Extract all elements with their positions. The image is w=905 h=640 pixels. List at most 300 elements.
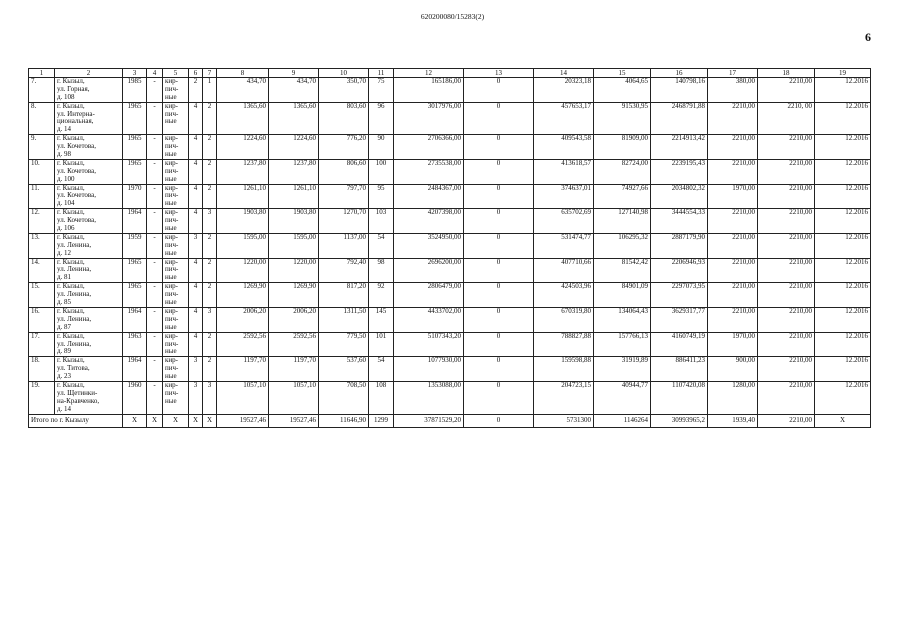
- col-19-cell: 12.2016: [815, 233, 871, 258]
- col-7-cell: 2: [203, 233, 217, 258]
- col-16-cell: 2206946,93: [651, 258, 708, 283]
- col-17-cell: 2210,00: [708, 307, 758, 332]
- table-row: [29, 209, 871, 234]
- total-col-16-cell: 30993965,2: [651, 414, 708, 427]
- col-9-cell: 1057,10: [269, 381, 319, 414]
- col-7-cell: 3: [203, 307, 217, 332]
- col-10-cell: 776,20: [319, 135, 369, 160]
- col-11-cell: 90: [369, 135, 394, 160]
- total-col-5-cell: X: [163, 414, 189, 427]
- row-number-cell: 9.: [29, 135, 55, 160]
- col-10-cell: 1137,00: [319, 233, 369, 258]
- address-cell: г. Кызыл, ул. Кочетова, д. 104: [55, 184, 123, 209]
- address-cell: г. Кызыл, ул. Горная, д. 108: [55, 78, 123, 103]
- total-col-9-cell: 19527,46: [269, 414, 319, 427]
- year-cell: 1970: [123, 184, 147, 209]
- col-12-cell: 3017976,00: [394, 102, 464, 135]
- table-row: [29, 233, 871, 258]
- total-col-12-cell: 37871529,20: [394, 414, 464, 427]
- col-18-cell: 2210,00: [758, 332, 815, 357]
- column-number-5: 5: [163, 69, 189, 78]
- address-cell: г. Кызыл, ул. Ленина, д. 89: [55, 332, 123, 357]
- col-17-cell: 1280,00: [708, 381, 758, 414]
- wall-material-cell: кир- пич- ные: [163, 332, 189, 357]
- col-14-cell: 374637,01: [534, 184, 594, 209]
- col-11-cell: 101: [369, 332, 394, 357]
- col-8-cell: 434,70: [217, 78, 269, 103]
- col-12-cell: 4433702,00: [394, 307, 464, 332]
- col-12-cell: 2735538,00: [394, 159, 464, 184]
- column-number-row: [29, 69, 871, 78]
- col-8-cell: 1224,60: [217, 135, 269, 160]
- col-6-cell: 4: [189, 209, 203, 234]
- col-9-cell: 1595,00: [269, 233, 319, 258]
- col-10-cell: 350,70: [319, 78, 369, 103]
- col-8-cell: 1903,80: [217, 209, 269, 234]
- col-15-cell: 81909,00: [594, 135, 651, 160]
- col-9-cell: 2006,20: [269, 307, 319, 332]
- col-10-cell: 792,40: [319, 258, 369, 283]
- col-6-cell: 4: [189, 258, 203, 283]
- col-8-cell: 2006,20: [217, 307, 269, 332]
- col-11-cell: 96: [369, 102, 394, 135]
- col-10-cell: 708,50: [319, 381, 369, 414]
- year-cell: 1959: [123, 233, 147, 258]
- column-number-19: 19: [815, 69, 871, 78]
- col-6-cell: 3: [189, 357, 203, 382]
- col-7-cell: 2: [203, 283, 217, 308]
- col-17-cell: 2210,00: [708, 209, 758, 234]
- col-11-cell: 145: [369, 307, 394, 332]
- col-19-cell: 12.2016: [815, 283, 871, 308]
- col-8-cell: 1365,60: [217, 102, 269, 135]
- col-19-cell: 12.2016: [815, 332, 871, 357]
- col-15-cell: 84901,09: [594, 283, 651, 308]
- total-col-7-cell: X: [203, 414, 217, 427]
- col-12-cell: 4207398,00: [394, 209, 464, 234]
- table-row: [29, 283, 871, 308]
- total-col-11-cell: 1299: [369, 414, 394, 427]
- col-11-cell: 103: [369, 209, 394, 234]
- col-9-cell: 434,70: [269, 78, 319, 103]
- col-14-cell: 670319,80: [534, 307, 594, 332]
- total-col-19-cell: X: [815, 414, 871, 427]
- col-16-cell: 2034802,32: [651, 184, 708, 209]
- col-18-cell: 2210,00: [758, 307, 815, 332]
- table-row: [29, 135, 871, 160]
- col-10-cell: 817,20: [319, 283, 369, 308]
- col-4-cell: -: [147, 332, 163, 357]
- column-number-17: 17: [708, 69, 758, 78]
- col-15-cell: 40944,77: [594, 381, 651, 414]
- col-18-cell: 2210,00: [758, 78, 815, 103]
- year-cell: 1965: [123, 102, 147, 135]
- col-14-cell: 457653,17: [534, 102, 594, 135]
- col-7-cell: 2: [203, 184, 217, 209]
- col-4-cell: -: [147, 159, 163, 184]
- col-13-cell: 0: [464, 135, 534, 160]
- col-12-cell: 2484367,00: [394, 184, 464, 209]
- col-6-cell: 4: [189, 159, 203, 184]
- col-4-cell: -: [147, 307, 163, 332]
- col-18-cell: 2210,00: [758, 184, 815, 209]
- col-8-cell: 1261,10: [217, 184, 269, 209]
- col-13-cell: 0: [464, 184, 534, 209]
- col-4-cell: -: [147, 381, 163, 414]
- col-17-cell: 1970,00: [708, 332, 758, 357]
- col-18-cell: 2210,00: [758, 357, 815, 382]
- col-4-cell: -: [147, 258, 163, 283]
- col-19-cell: 12.2016: [815, 78, 871, 103]
- column-number-10: 10: [319, 69, 369, 78]
- address-cell: г. Кызыл, ул. Интерна- циональная, д. 14: [55, 102, 123, 135]
- col-10-cell: 1270,70: [319, 209, 369, 234]
- col-14-cell: 531474,77: [534, 233, 594, 258]
- total-col-18-cell: 2210,00: [758, 414, 815, 427]
- row-number-cell: 10.: [29, 159, 55, 184]
- row-number-cell: 18.: [29, 357, 55, 382]
- col-19-cell: 12.2016: [815, 184, 871, 209]
- wall-material-cell: кир- пич- ные: [163, 381, 189, 414]
- col-19-cell: 12.2016: [815, 102, 871, 135]
- col-8-cell: 1197,70: [217, 357, 269, 382]
- column-number-2: 2: [55, 69, 123, 78]
- col-14-cell: 788827,88: [534, 332, 594, 357]
- col-16-cell: 3444554,33: [651, 209, 708, 234]
- wall-material-cell: кир- пич- ные: [163, 135, 189, 160]
- col-6-cell: 4: [189, 332, 203, 357]
- col-11-cell: 98: [369, 258, 394, 283]
- wall-material-cell: кир- пич- ные: [163, 184, 189, 209]
- col-17-cell: 2210,00: [708, 102, 758, 135]
- row-number-cell: 17.: [29, 332, 55, 357]
- wall-material-cell: кир- пич- ные: [163, 357, 189, 382]
- col-13-cell: 0: [464, 102, 534, 135]
- col-6-cell: 3: [189, 233, 203, 258]
- col-15-cell: 157766,13: [594, 332, 651, 357]
- address-cell: г. Кызыл, ул. Щетинки- на-Кравченко, д. 14: [55, 381, 123, 414]
- col-15-cell: 127140,98: [594, 209, 651, 234]
- table-row: [29, 102, 871, 135]
- document-id: 620200080/15283(2): [420, 12, 485, 21]
- col-17-cell: 2210,00: [708, 135, 758, 160]
- col-9-cell: 1224,60: [269, 135, 319, 160]
- col-4-cell: -: [147, 102, 163, 135]
- col-18-cell: 2210,00: [758, 258, 815, 283]
- col-4-cell: -: [147, 209, 163, 234]
- column-number-1: 1: [29, 69, 55, 78]
- col-7-cell: 2: [203, 102, 217, 135]
- total-col-8-cell: 19527,46: [217, 414, 269, 427]
- col-12-cell: 165186,00: [394, 78, 464, 103]
- row-number-cell: 8.: [29, 102, 55, 135]
- col-7-cell: 3: [203, 209, 217, 234]
- column-number-4: 4: [147, 69, 163, 78]
- col-18-cell: 2210,00: [758, 209, 815, 234]
- col-17-cell: 2210,00: [708, 258, 758, 283]
- col-17-cell: 2210,00: [708, 283, 758, 308]
- table-row: [29, 159, 871, 184]
- col-9-cell: 1237,80: [269, 159, 319, 184]
- table-body: [29, 78, 871, 428]
- col-14-cell: 413618,57: [534, 159, 594, 184]
- col-10-cell: 806,60: [319, 159, 369, 184]
- page-number: 6: [865, 30, 871, 44]
- year-cell: 1965: [123, 159, 147, 184]
- col-8-cell: 2592,56: [217, 332, 269, 357]
- col-9-cell: 1197,70: [269, 357, 319, 382]
- col-14-cell: 407710,66: [534, 258, 594, 283]
- col-11-cell: 54: [369, 357, 394, 382]
- total-col-13-cell: 0: [464, 414, 534, 427]
- col-12-cell: 2696200,00: [394, 258, 464, 283]
- col-19-cell: 12.2016: [815, 159, 871, 184]
- col-19-cell: 12.2016: [815, 258, 871, 283]
- address-cell: г. Кызыл, ул. Кочетова, д. 106: [55, 209, 123, 234]
- col-6-cell: 2: [189, 78, 203, 103]
- total-col-10-cell: 11646,90: [319, 414, 369, 427]
- wall-material-cell: кир- пич- ные: [163, 159, 189, 184]
- year-cell: 1985: [123, 78, 147, 103]
- col-18-cell: 2210,00: [758, 135, 815, 160]
- year-cell: 1965: [123, 135, 147, 160]
- column-number-14: 14: [534, 69, 594, 78]
- address-cell: г. Кызыл, ул. Кочетова, д. 100: [55, 159, 123, 184]
- col-14-cell: 20323,18: [534, 78, 594, 103]
- total-col-6-cell: X: [189, 414, 203, 427]
- col-16-cell: 4160749,19: [651, 332, 708, 357]
- year-cell: 1963: [123, 332, 147, 357]
- row-number-cell: 13.: [29, 233, 55, 258]
- col-6-cell: 4: [189, 283, 203, 308]
- col-11-cell: 75: [369, 78, 394, 103]
- col-8-cell: 1269,90: [217, 283, 269, 308]
- wall-material-cell: кир- пич- ные: [163, 78, 189, 103]
- total-row: [29, 414, 871, 427]
- col-13-cell: 0: [464, 283, 534, 308]
- col-18-cell: 2210,00: [758, 283, 815, 308]
- year-cell: 1965: [123, 258, 147, 283]
- col-4-cell: -: [147, 283, 163, 308]
- col-11-cell: 54: [369, 233, 394, 258]
- col-13-cell: 0: [464, 78, 534, 103]
- col-17-cell: 380,00: [708, 78, 758, 103]
- col-13-cell: 0: [464, 332, 534, 357]
- col-4-cell: -: [147, 78, 163, 103]
- col-16-cell: 2468791,88: [651, 102, 708, 135]
- col-15-cell: 134064,43: [594, 307, 651, 332]
- address-cell: г. Кызыл, ул. Ленина, д. 87: [55, 307, 123, 332]
- column-number-11: 11: [369, 69, 394, 78]
- row-number-cell: 19.: [29, 381, 55, 414]
- total-col-17-cell: 1939,40: [708, 414, 758, 427]
- col-6-cell: 3: [189, 381, 203, 414]
- col-16-cell: 1107420,08: [651, 381, 708, 414]
- table-row: [29, 258, 871, 283]
- col-12-cell: 1077930,00: [394, 357, 464, 382]
- col-15-cell: 91530,95: [594, 102, 651, 135]
- col-9-cell: 1220,00: [269, 258, 319, 283]
- col-19-cell: 12.2016: [815, 135, 871, 160]
- col-16-cell: 140798,16: [651, 78, 708, 103]
- wall-material-cell: кир- пич- ные: [163, 307, 189, 332]
- col-18-cell: 2210,00: [758, 233, 815, 258]
- col-18-cell: 2210, 00: [758, 102, 815, 135]
- col-15-cell: 82724,00: [594, 159, 651, 184]
- col-8-cell: 1220,00: [217, 258, 269, 283]
- col-12-cell: 2706366,00: [394, 135, 464, 160]
- col-7-cell: 3: [203, 381, 217, 414]
- column-number-18: 18: [758, 69, 815, 78]
- wall-material-cell: кир- пич- ные: [163, 283, 189, 308]
- table-row: [29, 307, 871, 332]
- column-number-6: 6: [189, 69, 203, 78]
- total-col-3-cell: X: [123, 414, 147, 427]
- col-10-cell: 797,70: [319, 184, 369, 209]
- col-19-cell: 12.2016: [815, 381, 871, 414]
- col-19-cell: 12.2016: [815, 357, 871, 382]
- address-cell: г. Кызыл, ул. Титова, д. 23: [55, 357, 123, 382]
- year-cell: 1964: [123, 209, 147, 234]
- row-number-cell: 7.: [29, 78, 55, 103]
- year-cell: 1964: [123, 307, 147, 332]
- col-11-cell: 95: [369, 184, 394, 209]
- col-15-cell: 31919,89: [594, 357, 651, 382]
- col-17-cell: 2210,00: [708, 233, 758, 258]
- col-18-cell: 2210,00: [758, 159, 815, 184]
- col-13-cell: 0: [464, 233, 534, 258]
- col-14-cell: 409543,58: [534, 135, 594, 160]
- row-number-cell: 14.: [29, 258, 55, 283]
- col-16-cell: 2239195,43: [651, 159, 708, 184]
- column-number-9: 9: [269, 69, 319, 78]
- col-7-cell: 1: [203, 78, 217, 103]
- col-7-cell: 2: [203, 135, 217, 160]
- col-11-cell: 108: [369, 381, 394, 414]
- address-cell: г. Кызыл, ул. Кочетова, д. 98: [55, 135, 123, 160]
- col-9-cell: 1903,80: [269, 209, 319, 234]
- col-17-cell: 900,00: [708, 357, 758, 382]
- col-4-cell: -: [147, 233, 163, 258]
- col-14-cell: 635702,69: [534, 209, 594, 234]
- col-17-cell: 2210,00: [708, 159, 758, 184]
- col-13-cell: 0: [464, 209, 534, 234]
- col-11-cell: 100: [369, 159, 394, 184]
- col-9-cell: 2592,56: [269, 332, 319, 357]
- col-13-cell: 0: [464, 307, 534, 332]
- col-18-cell: 2210,00: [758, 381, 815, 414]
- col-8-cell: 1595,00: [217, 233, 269, 258]
- table-row: [29, 78, 871, 103]
- address-cell: г. Кызыл, ул. Ленина, д. 12: [55, 233, 123, 258]
- row-number-cell: 11.: [29, 184, 55, 209]
- col-12-cell: 3524950,00: [394, 233, 464, 258]
- col-14-cell: 204723,15: [534, 381, 594, 414]
- col-19-cell: 12.2016: [815, 307, 871, 332]
- col-13-cell: 0: [464, 357, 534, 382]
- col-16-cell: 2214913,42: [651, 135, 708, 160]
- col-6-cell: 4: [189, 184, 203, 209]
- col-9-cell: 1269,90: [269, 283, 319, 308]
- col-10-cell: 1311,50: [319, 307, 369, 332]
- column-number-8: 8: [217, 69, 269, 78]
- col-12-cell: 5107343,20: [394, 332, 464, 357]
- col-10-cell: 803,60: [319, 102, 369, 135]
- table-row: [29, 381, 871, 414]
- year-cell: 1964: [123, 357, 147, 382]
- column-number-3: 3: [123, 69, 147, 78]
- col-13-cell: 0: [464, 258, 534, 283]
- col-16-cell: 886411,23: [651, 357, 708, 382]
- year-cell: 1960: [123, 381, 147, 414]
- col-6-cell: 4: [189, 135, 203, 160]
- col-13-cell: 0: [464, 381, 534, 414]
- table-row: [29, 184, 871, 209]
- column-number-12: 12: [394, 69, 464, 78]
- col-7-cell: 2: [203, 332, 217, 357]
- column-number-7: 7: [203, 69, 217, 78]
- col-4-cell: -: [147, 135, 163, 160]
- col-14-cell: 424503,96: [534, 283, 594, 308]
- col-10-cell: 779,50: [319, 332, 369, 357]
- col-4-cell: -: [147, 184, 163, 209]
- total-col-15-cell: 1146264: [594, 414, 651, 427]
- col-10-cell: 537,60: [319, 357, 369, 382]
- wall-material-cell: кир- пич- ные: [163, 102, 189, 135]
- col-9-cell: 1261,10: [269, 184, 319, 209]
- table-row: [29, 332, 871, 357]
- col-15-cell: 106295,32: [594, 233, 651, 258]
- col-4-cell: -: [147, 357, 163, 382]
- col-16-cell: 2297073,95: [651, 283, 708, 308]
- total-col-14-cell: 5731300: [534, 414, 594, 427]
- col-16-cell: 3629317,77: [651, 307, 708, 332]
- address-cell: г. Кызыл, ул. Ленина, д. 81: [55, 258, 123, 283]
- col-7-cell: 2: [203, 159, 217, 184]
- col-12-cell: 1353088,00: [394, 381, 464, 414]
- col-8-cell: 1057,10: [217, 381, 269, 414]
- col-12-cell: 2806479,00: [394, 283, 464, 308]
- column-number-16: 16: [651, 69, 708, 78]
- column-number-15: 15: [594, 69, 651, 78]
- year-cell: 1965: [123, 283, 147, 308]
- col-7-cell: 2: [203, 258, 217, 283]
- col-14-cell: 159598,88: [534, 357, 594, 382]
- address-cell: г. Кызыл, ул. Ленина, д. 85: [55, 283, 123, 308]
- row-number-cell: 12.: [29, 209, 55, 234]
- wall-material-cell: кир- пич- ные: [163, 209, 189, 234]
- col-13-cell: 0: [464, 159, 534, 184]
- col-6-cell: 4: [189, 102, 203, 135]
- col-9-cell: 1365,60: [269, 102, 319, 135]
- table-row: [29, 357, 871, 382]
- total-label-cell: Итого по г. Кызылу: [29, 414, 123, 427]
- col-7-cell: 2: [203, 357, 217, 382]
- col-11-cell: 92: [369, 283, 394, 308]
- row-number-cell: 15.: [29, 283, 55, 308]
- row-number-cell: 16.: [29, 307, 55, 332]
- housing-table: [28, 68, 871, 428]
- col-16-cell: 2887179,90: [651, 233, 708, 258]
- wall-material-cell: кир- пич- ные: [163, 258, 189, 283]
- col-17-cell: 1970,00: [708, 184, 758, 209]
- col-19-cell: 12.2016: [815, 209, 871, 234]
- total-col-4-cell: X: [147, 414, 163, 427]
- col-8-cell: 1237,80: [217, 159, 269, 184]
- col-15-cell: 74927,66: [594, 184, 651, 209]
- col-15-cell: 81542,42: [594, 258, 651, 283]
- wall-material-cell: кир- пич- ные: [163, 233, 189, 258]
